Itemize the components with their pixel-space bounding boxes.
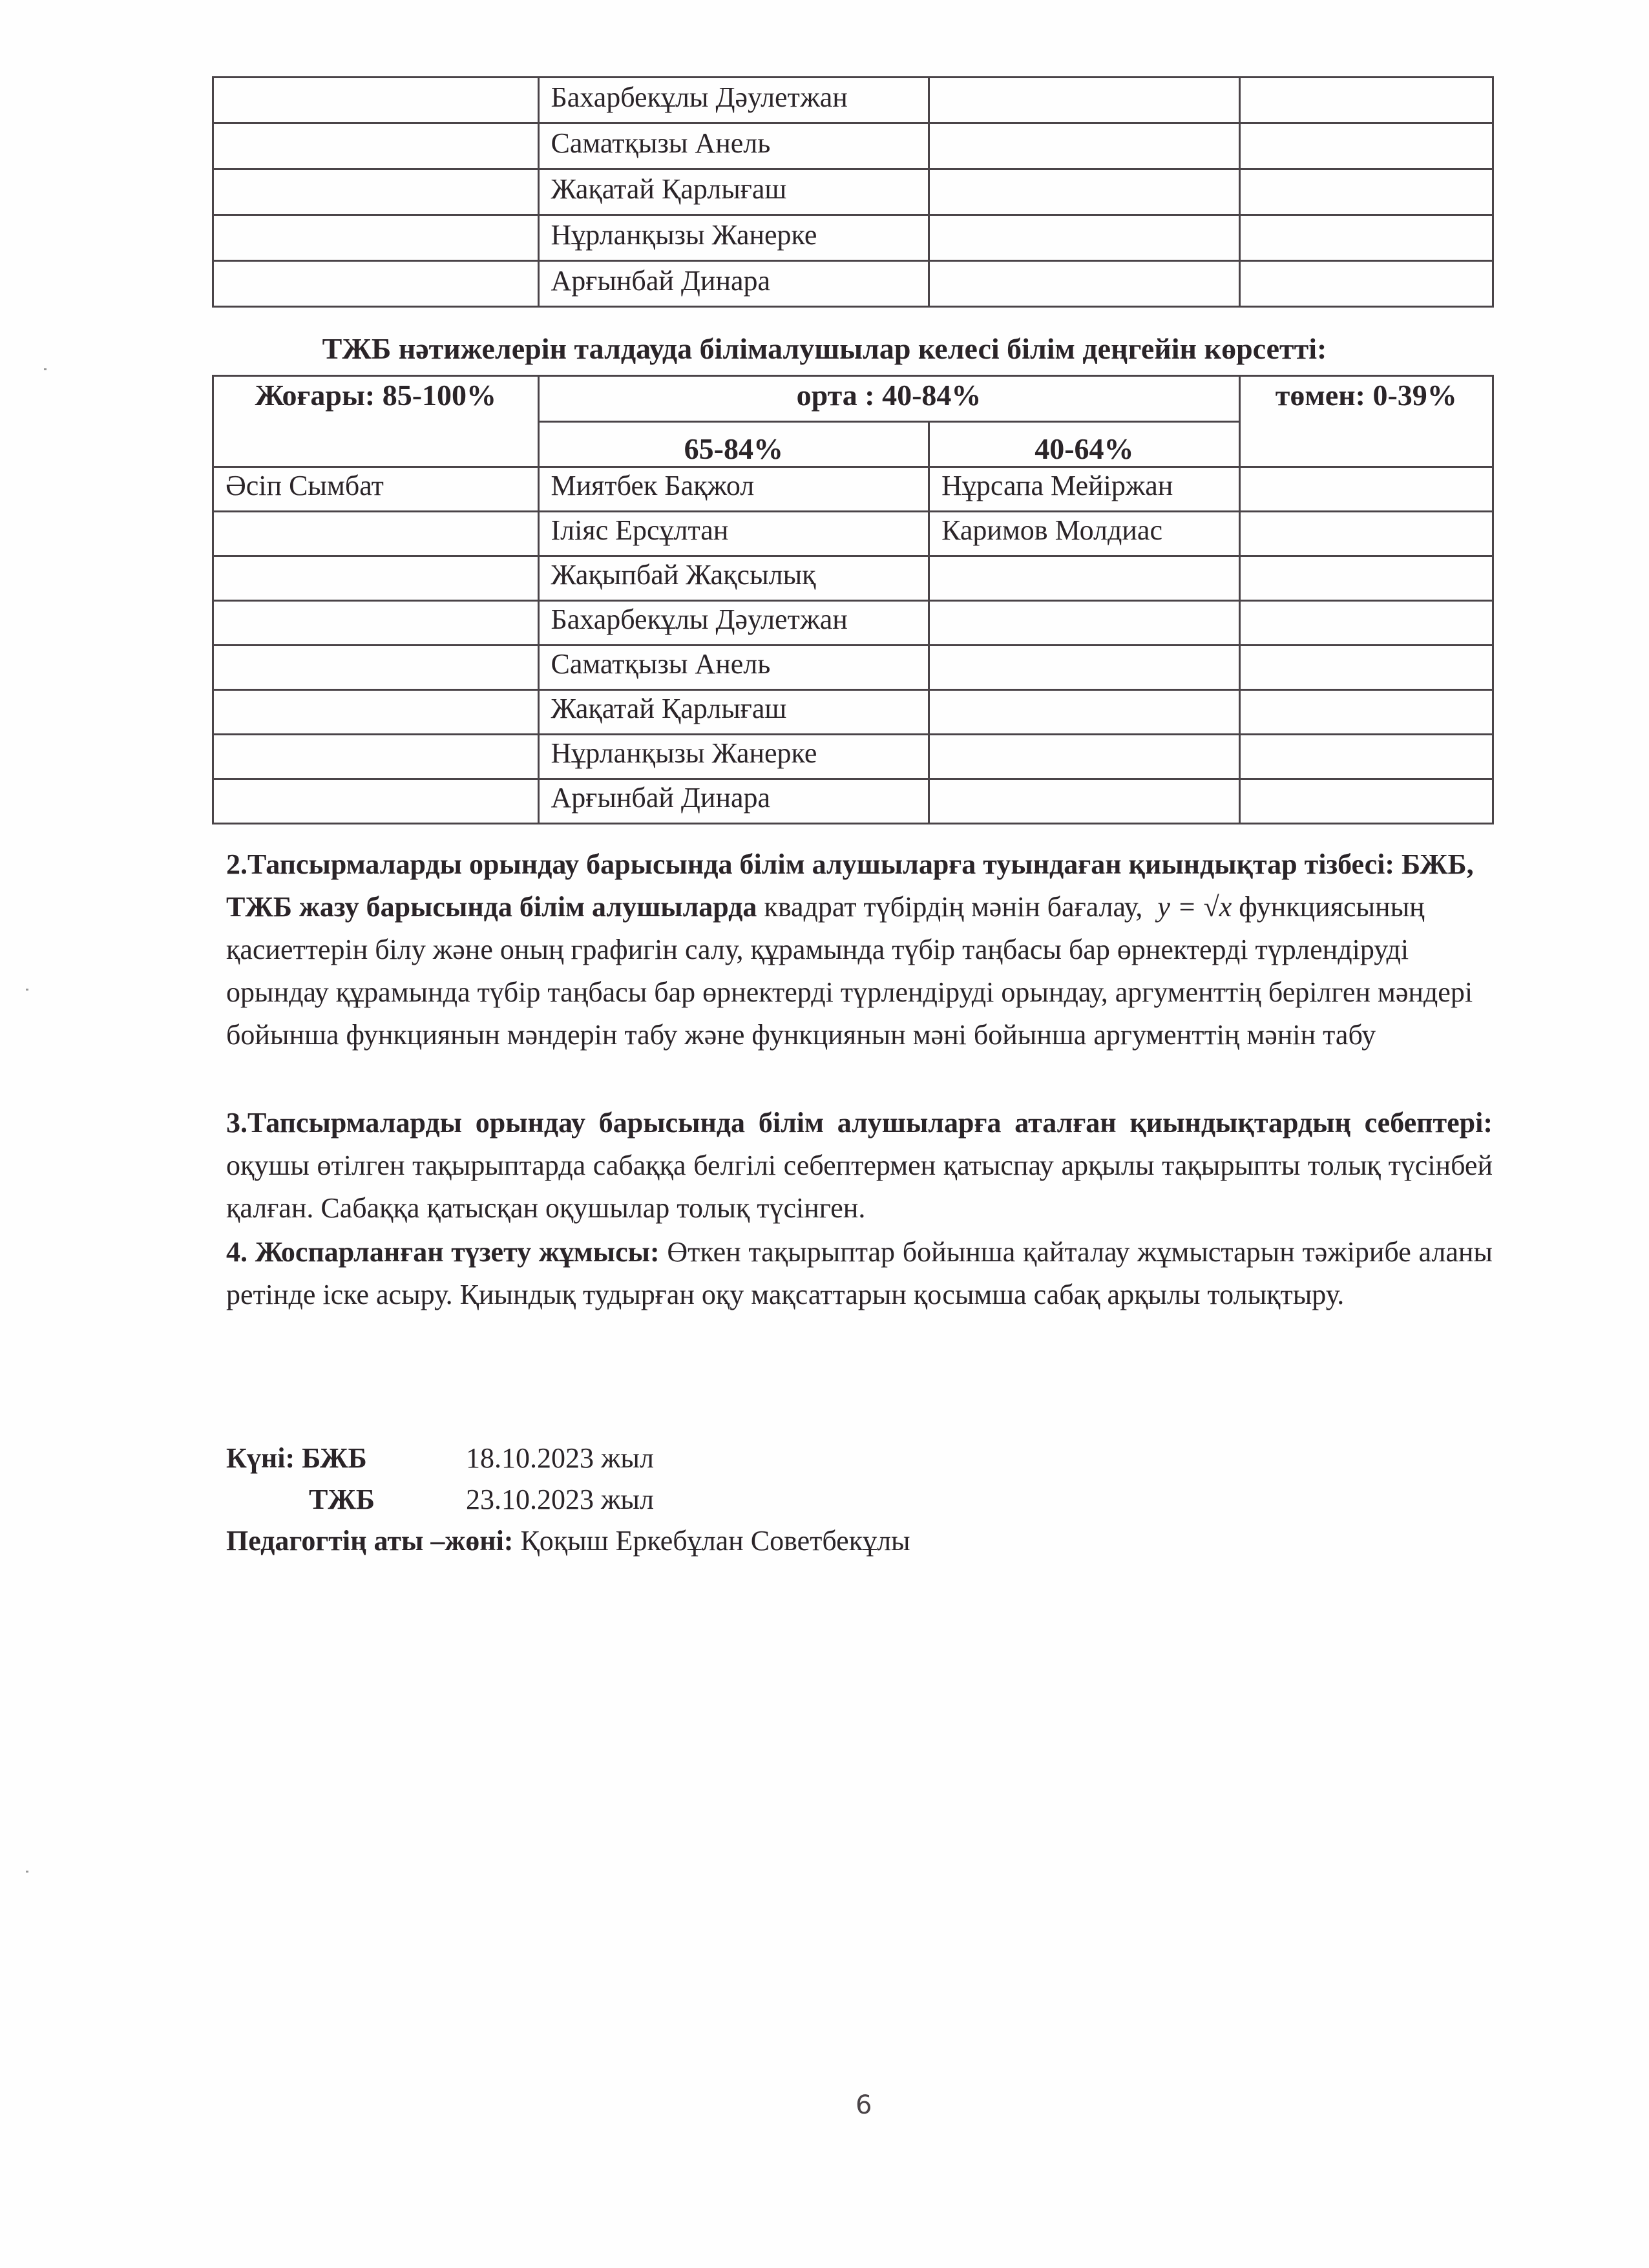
table-cell	[1239, 734, 1493, 779]
student-name: Әсіп Сымбат	[213, 467, 539, 511]
tjb-label: ТЖБ	[309, 1484, 375, 1515]
table-row	[213, 556, 1493, 600]
table-row	[213, 600, 1493, 645]
table-cell	[929, 779, 1239, 823]
table-cell	[1239, 78, 1493, 123]
student-name: Нұрланқызы Жанерке	[538, 734, 929, 779]
table-cell	[213, 779, 539, 823]
student-list-table-continued	[212, 76, 1494, 308]
table-cell	[1239, 215, 1493, 261]
header-low: төмен: 0-39%	[1239, 376, 1493, 467]
table-row	[213, 734, 1493, 779]
student-name: Бахарбекұлы Дәулетжан	[538, 78, 929, 123]
table-cell	[1239, 779, 1493, 823]
table-cell	[929, 689, 1239, 734]
table-cell	[929, 215, 1239, 261]
table-row	[213, 645, 1493, 689]
table-cell	[929, 78, 1239, 123]
student-name: Миятбек Бақжол	[538, 467, 929, 511]
table-cell	[1239, 556, 1493, 600]
table-cell	[213, 645, 539, 689]
table-cell	[213, 511, 539, 556]
bjb-date-row	[226, 1438, 910, 1479]
scan-mark	[44, 368, 47, 370]
footer-block	[226, 1438, 910, 1562]
table-row	[213, 215, 1493, 261]
table-row	[213, 123, 1493, 169]
section-correction-plan	[226, 1231, 1493, 1316]
page-number: 6	[856, 2090, 872, 2120]
table-cell	[213, 689, 539, 734]
table-cell	[1239, 123, 1493, 169]
section-text: Өткен тақырыптар бойынша қайталау жұмыстарын тәжірибе аланы ретінде іске асыру. Қиындық тудырған оқу мақсаттарын қосымша сабақ арқылы толықтыру.	[226, 1236, 1493, 1310]
student-name: Жақатай Қарлығаш	[538, 169, 929, 215]
section-text: функциясының қасиеттерін білу және оның графигін салу, құрамында түбір таңбасы бар өрнектерді түрлендіруді орындау құрамында түбір таңбасы бар өрнектерді түрлендіруді орындау, аргументтің берілген мәндері бойынша функциянын мәндерін табу және функциянын мәні бойынша аргументтің мәнін табу	[226, 891, 1473, 1051]
results-title: ТЖБ нәтижелерін талдауда білімалушылар келесі білім деңгейін көрсетті:	[322, 332, 1327, 365]
table-cell	[213, 261, 539, 307]
table-row	[213, 511, 1493, 556]
student-name: Іліяс Ерсұлтан	[538, 511, 929, 556]
student-name: Жақатай Қарлығаш	[538, 689, 929, 734]
table-cell	[1239, 645, 1493, 689]
table-cell	[929, 169, 1239, 215]
table-cell	[1239, 600, 1493, 645]
table-cell	[929, 123, 1239, 169]
table-row	[213, 169, 1493, 215]
student-name: Нұрсапа Мейіржан	[929, 467, 1239, 511]
table-cell	[213, 734, 539, 779]
table-cell	[213, 600, 539, 645]
header-mid-upper: 65-84%	[538, 422, 929, 467]
table-row	[213, 261, 1493, 307]
teacher-row	[226, 1520, 910, 1562]
student-name: Бахарбекұлы Дәулетжан	[538, 600, 929, 645]
table-row	[213, 467, 1493, 511]
table-cell	[929, 556, 1239, 600]
results-level-table	[212, 375, 1494, 824]
student-name: Нұрланқызы Жанерке	[538, 215, 929, 261]
table-cell	[213, 169, 539, 215]
table-row	[213, 689, 1493, 734]
table-cell	[929, 261, 1239, 307]
scan-mark	[26, 1871, 28, 1873]
table-cell	[929, 600, 1239, 645]
header-mid: орта : 40-84%	[538, 376, 1239, 422]
table-cell	[929, 734, 1239, 779]
section-heading: 3.Тапсырмаларды орындау барысында білім алушыларға аталған қиындықтардың себептері:	[226, 1107, 1493, 1139]
student-name: Каримов Молдиас	[929, 511, 1239, 556]
table-cell	[213, 123, 539, 169]
section-text: оқушы өтілген тақырыптарда сабаққа белгілі себептермен қатыспау арқылы тақырыпты толық түсінбей қалған. Сабаққа қатысқан оқушылар толық түсінген.	[226, 1150, 1493, 1224]
table-cell	[1239, 169, 1493, 215]
section-difficulties	[226, 843, 1493, 1056]
table-cell	[1239, 467, 1493, 511]
header-mid-lower: 40-64%	[929, 422, 1239, 467]
header-high: Жоғары: 85-100%	[213, 376, 539, 467]
section-causes	[226, 1102, 1493, 1230]
student-name: Саматқызы Анель	[538, 645, 929, 689]
header-row	[213, 376, 1493, 422]
teacher-label: Педагогтің аты –жөні:	[226, 1525, 514, 1557]
tjb-date: 23.10.2023 жыл	[466, 1484, 654, 1515]
teacher-name: Қоқыш Еркебұлан Советбекұлы	[520, 1525, 910, 1557]
table-cell	[213, 556, 539, 600]
section-heading: 4. Жоспарланған түзету жұмысы:	[226, 1236, 660, 1268]
tjb-date-row	[226, 1479, 910, 1520]
table-cell	[929, 645, 1239, 689]
table-row	[213, 779, 1493, 823]
student-name: Саматқызы Анель	[538, 123, 929, 169]
table-cell	[1239, 689, 1493, 734]
student-name: Арғынбай Динара	[538, 261, 929, 307]
formula: y = √x	[1157, 891, 1232, 923]
bjb-date: 18.10.2023 жыл	[466, 1442, 654, 1474]
table-cell	[213, 78, 539, 123]
table-cell	[213, 215, 539, 261]
table-cell	[1239, 261, 1493, 307]
date-label: Күні: БЖБ	[226, 1442, 367, 1474]
student-name: Жақыпбай Жақсылық	[538, 556, 929, 600]
table-row	[213, 78, 1493, 123]
student-name: Арғынбай Динара	[538, 779, 929, 823]
bold-lead: БЖБ, ТЖБ жазу барысында білім алушыларда	[226, 848, 1474, 923]
section-heading: 2.Тапсырмаларды орындау барысында білім алушыларға туындаған қиындықтар тізбесі:	[226, 848, 1395, 880]
scan-mark	[26, 989, 28, 991]
table-cell	[1239, 511, 1493, 556]
section-text: квадрат түбірдің мәнін бағалау,	[764, 891, 1143, 923]
